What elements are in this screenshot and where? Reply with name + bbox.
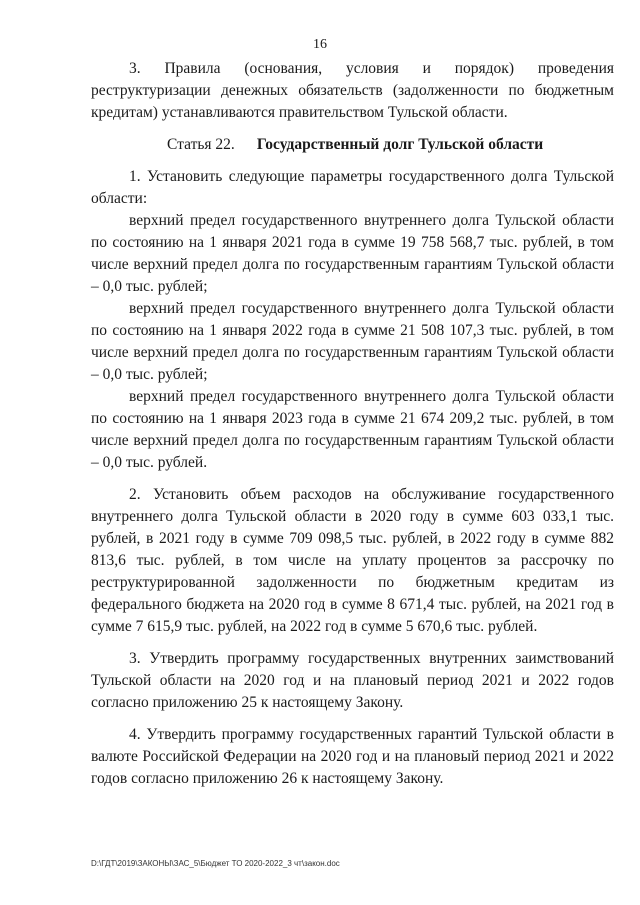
paragraph-borrowing-program: 3. Утвердить программу государственных внутренних заимствований Тульской области на 2020 год и на плановый период 2021 и 2022 годов согласно приложению 25 к настоящему Закону. xyxy=(91,650,614,711)
footer-file-path: D:\ГДТ\2019\ЗАКОНЫ\ЗАС_5\Бюджет ТО 2020-2022_3 чт\закон.doc xyxy=(91,859,340,868)
article-heading xyxy=(91,134,614,156)
paragraph-debt-service-expenses: 2. Установить объем расходов на обслуживание государственного внутреннего долга Тульской области в 2020 году в сумме 603 033,1 тыс. рублей, в 2021 году в сумме 709 098,5 тыс. рублей, в 2022 году в сумме 882 813,6 тыс. рублей, в том числе на уплату процентов за рассрочку по реструктурированной задолженности по бюджетным кредитам из федерального бюджета на 2020 год в сумме 8 671,4 тыс. рублей, на 2021 год в сумме 7 615,9 тыс. рублей, на 2022 год в сумме 5 670,6 тыс. рублей. xyxy=(91,486,614,635)
paragraph-debt-parameters: 1. Установить следующие параметры государственного долга Тульской области: xyxy=(91,168,614,207)
paragraph-debt-limit-2023: верхний предел государственного внутреннего долга Тульской области по состоянию на 1 января 2023 года в сумме 21 674 209,2 тыс. рублей, в том числе верхний предел долга по государственным гарантиям Тульской области – 0,0 тыс. рублей. xyxy=(91,388,614,471)
article-title: Государственный долг Тульской области xyxy=(256,136,544,153)
document-body xyxy=(91,58,614,790)
page-number: 16 xyxy=(313,37,327,52)
paragraph-guarantees-program: 4. Утвердить программу государственных гарантий Тульской области в валюте Российской Федерации на 2020 год и на плановый период 2021 и 2022 годов согласно приложению 26 к настоящему Закону. xyxy=(91,726,614,787)
paragraph-debt-limit-2022: верхний предел государственного внутреннего долга Тульской области по состоянию на 1 января 2022 года в сумме 21 508 107,3 тыс. рублей, в том числе верхний предел долга по государственным гарантиям Тульской области – 0,0 тыс. рублей; xyxy=(91,300,614,383)
paragraph-debt-limit-2021: верхний предел государственного внутреннего долга Тульской области по состоянию на 1 января 2021 года в сумме 19 758 568,7 тыс. рублей, в том числе верхний предел долга по государственным гарантиям Тульской области – 0,0 тыс. рублей; xyxy=(91,212,614,295)
paragraph-restructuring-rules: 3. Правила (основания, условия и порядок) проведения реструктуризации денежных обязательств (задолженности по бюджетным кредитам) устанавливаются правительством Тульской области. xyxy=(91,60,614,121)
article-number: Статья 22. xyxy=(167,136,235,153)
